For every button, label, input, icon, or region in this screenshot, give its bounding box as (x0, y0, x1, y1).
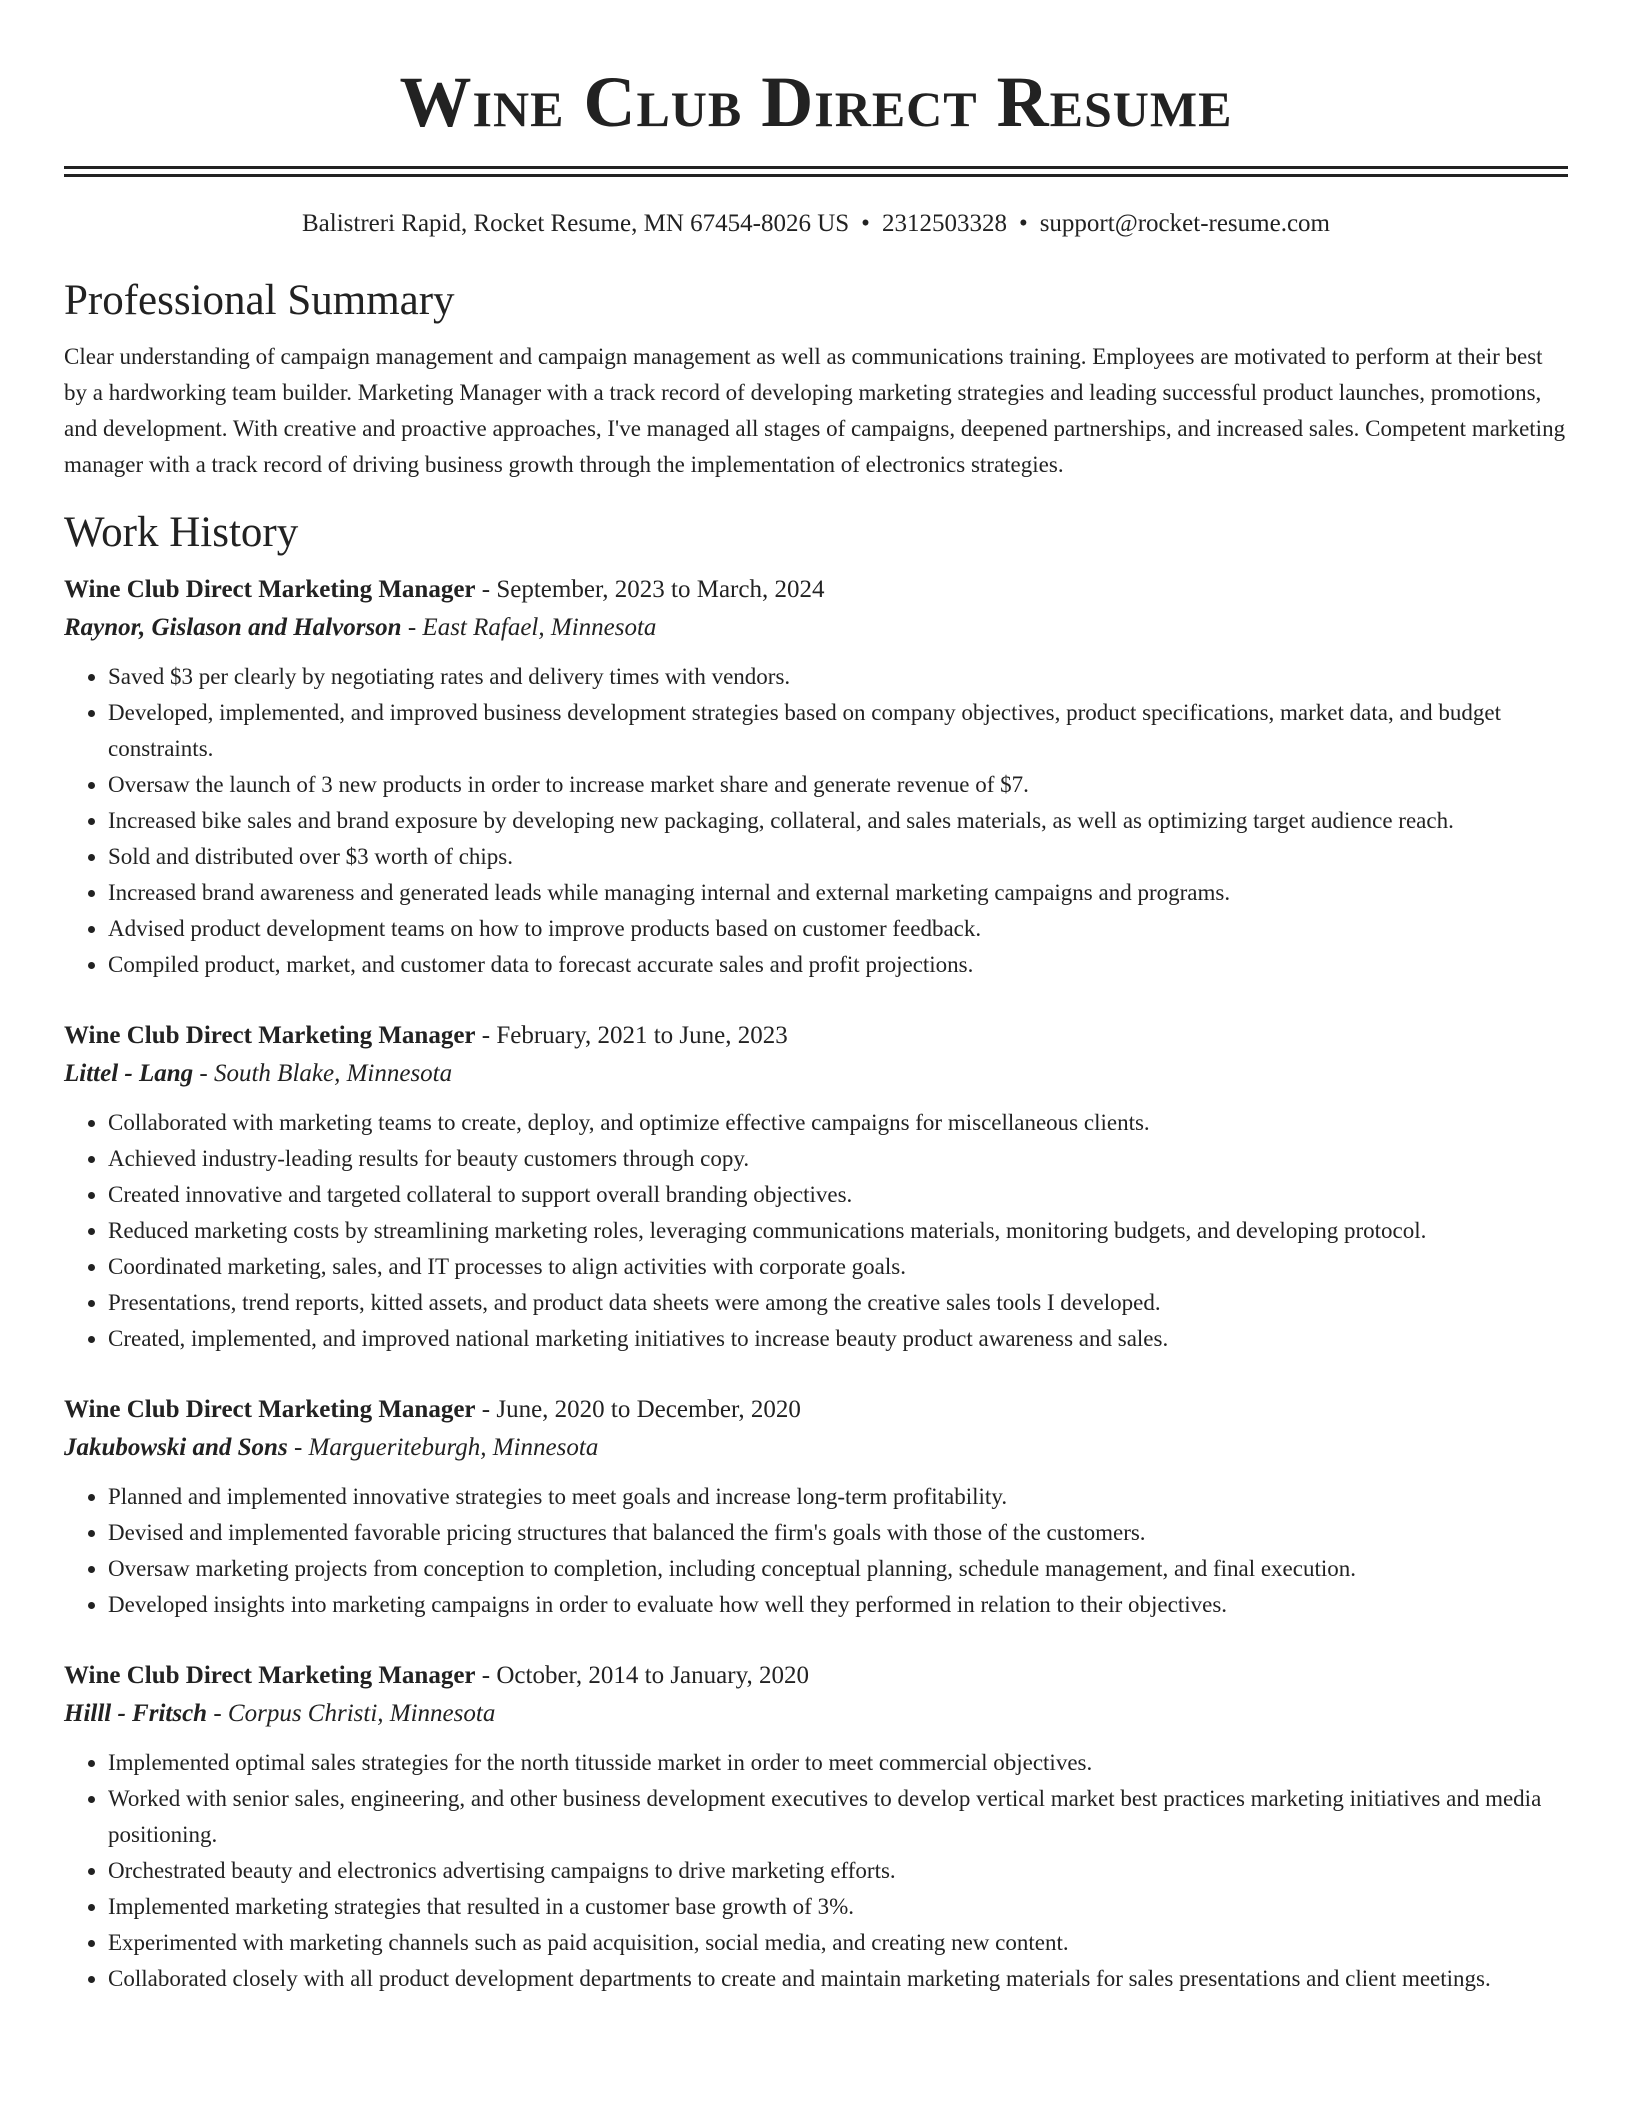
job-dates: June, 2020 to December, 2020 (496, 1396, 801, 1423)
contact-separator: • (1018, 210, 1028, 237)
job-role: Wine Club Direct Marketing Manager (64, 576, 476, 603)
job-entry (64, 1017, 1568, 1357)
job-dash: - (287, 1434, 309, 1461)
contact-separator: • (861, 210, 870, 237)
job-header (64, 1391, 1568, 1429)
list-item: • Collaborated closely with all product development departments to create and maintain marketing materials for sales presentations and client meetings. (108, 1961, 1568, 1997)
job-bullets (64, 659, 1568, 983)
job-bullets (64, 1479, 1568, 1623)
work-history-heading: Work History (64, 509, 299, 556)
job-dates: February, 2021 to June, 2023 (496, 1022, 788, 1049)
list-item: • Planned and implemented innovative strategies to meet goals and increase long-term profitability. (108, 1479, 1568, 1515)
job-dash: - (475, 1662, 497, 1689)
work-history-list (64, 571, 1568, 1997)
job-entry (64, 1657, 1568, 1997)
list-item: • Presentations, trend reports, kitted assets, and product data sheets were among the creative sales tools I developed. (108, 1285, 1568, 1321)
job-employer-line (64, 1429, 1568, 1467)
job-employer-line (64, 1695, 1568, 1733)
summary-heading: Professional Summary (64, 277, 455, 324)
contact-address: Balistreri Rapid, Rocket Resume, MN 67454-8026 US (302, 210, 850, 237)
job-company: Raynor, Gislason and Halvorson (64, 614, 402, 641)
list-item: • Reduced marketing costs by streamlining marketing roles, leveraging communications materials, monitoring budgets, and developing protocol. (108, 1213, 1568, 1249)
job-role: Wine Club Direct Marketing Manager (64, 1662, 476, 1689)
job-bullets (64, 1745, 1568, 1997)
job-role: Wine Club Direct Marketing Manager (64, 1022, 476, 1049)
list-item: • Increased brand awareness and generated leads while managing internal and external marketing campaigns and programs. (108, 875, 1568, 911)
job-entry (64, 571, 1568, 983)
job-location: East Rafael, Minnesota (422, 614, 657, 641)
resume-page (64, 0, 1568, 1997)
list-item: • Advised product development teams on how to improve products based on customer feedback. (108, 911, 1568, 947)
job-employer-line (64, 609, 1568, 647)
job-dash: - (207, 1700, 228, 1727)
job-dash: - (193, 1060, 214, 1087)
job-company: Littel - Lang (64, 1060, 194, 1087)
list-item: • Oversaw the launch of 3 new products in order to increase market share and generate revenue of $7. (108, 767, 1568, 803)
list-item: • Sold and distributed over $3 worth of chips. (108, 839, 1568, 875)
resume-title: Wine Club Direct Resume (399, 62, 1233, 142)
list-item: • Developed, implemented, and improved business development strategies based on company objectives, product specifications, market data, and budget constraints. (108, 695, 1568, 767)
list-item: • Experimented with marketing channels such as paid acquisition, social media, and creating new content. (108, 1925, 1568, 1961)
list-item: • Created, implemented, and improved national marketing initiatives to increase beauty product awareness and sales. (108, 1321, 1568, 1357)
job-company: Hilll - Fritsch (64, 1700, 208, 1727)
job-company: Jakubowski and Sons (64, 1434, 288, 1461)
job-location: Corpus Christi, Minnesota (227, 1700, 496, 1727)
list-item: • Orchestrated beauty and electronics advertising campaigns to drive marketing efforts. (108, 1853, 1568, 1889)
job-dash: - (475, 1022, 497, 1049)
list-item: • Achieved industry-leading results for beauty customers through copy. (108, 1141, 1568, 1177)
contact-phone: 2312503328 (881, 210, 1007, 237)
job-entry (64, 1391, 1568, 1623)
list-item: • Coordinated marketing, sales, and IT processes to align activities with corporate goals. (108, 1249, 1568, 1285)
list-item: • Implemented optimal sales strategies for the north titusside market in order to meet commercial objectives. (108, 1745, 1568, 1781)
list-item: • Devised and implemented favorable pricing structures that balanced the firm's goals with those of the customers. (108, 1515, 1568, 1551)
job-bullets (64, 1105, 1568, 1357)
list-item: • Compiled product, market, and customer data to forecast accurate sales and profit projections. (108, 947, 1568, 983)
job-dash: - (401, 614, 423, 641)
summary-text: Clear understanding of campaign management and campaign management as well as communications training. Employees are motivated to perform at their best by a hardworking team builder. Marketing Manager with a track record of developing marketing strategies and leading successful product launches, promotions, and development. With creative and proactive approaches, I've managed all stages of campaigns, deepened partnerships, and increased sales. Competent marketing manager with a track record of driving business growth through the implementation of electronics strategies. (64, 344, 1566, 477)
job-dates: October, 2014 to January, 2020 (496, 1662, 809, 1689)
list-item: • Worked with senior sales, engineering, and other business development executives to develop vertical market best practices marketing initiatives and media positioning. (108, 1781, 1568, 1853)
job-location: Margueriteburgh, Minnesota (308, 1434, 599, 1461)
job-header (64, 571, 1568, 609)
job-location: South Blake, Minnesota (213, 1060, 453, 1087)
job-dash: - (475, 576, 497, 603)
list-item: • Implemented marketing strategies that resulted in a customer base growth of 3%. (108, 1889, 1568, 1925)
list-item: • Collaborated with marketing teams to create, deploy, and optimize effective campaigns for miscellaneous clients. (108, 1105, 1568, 1141)
job-role: Wine Club Direct Marketing Manager (64, 1396, 476, 1423)
list-item: • Created innovative and targeted collateral to support overall branding objectives. (108, 1177, 1568, 1213)
list-item: • Oversaw marketing projects from conception to completion, including conceptual planning, schedule management, and final execution. (108, 1551, 1568, 1587)
job-dates: September, 2023 to March, 2024 (496, 576, 825, 603)
list-item: • Developed insights into marketing campaigns in order to evaluate how well they performed in relation to their objectives. (108, 1587, 1568, 1623)
list-item: • Increased bike sales and brand exposure by developing new packaging, collateral, and sales materials, as well as optimizing target audience reach. (108, 803, 1568, 839)
job-header (64, 1657, 1568, 1695)
title-divider (64, 166, 1568, 177)
contact-email: support@rocket-resume.com (1039, 210, 1330, 237)
list-item: • Saved $3 per clearly by negotiating rates and delivery times with vendors. (108, 659, 1568, 695)
job-dash: - (475, 1396, 497, 1423)
job-employer-line (64, 1055, 1568, 1093)
job-header (64, 1017, 1568, 1055)
contact-line (64, 207, 1568, 241)
